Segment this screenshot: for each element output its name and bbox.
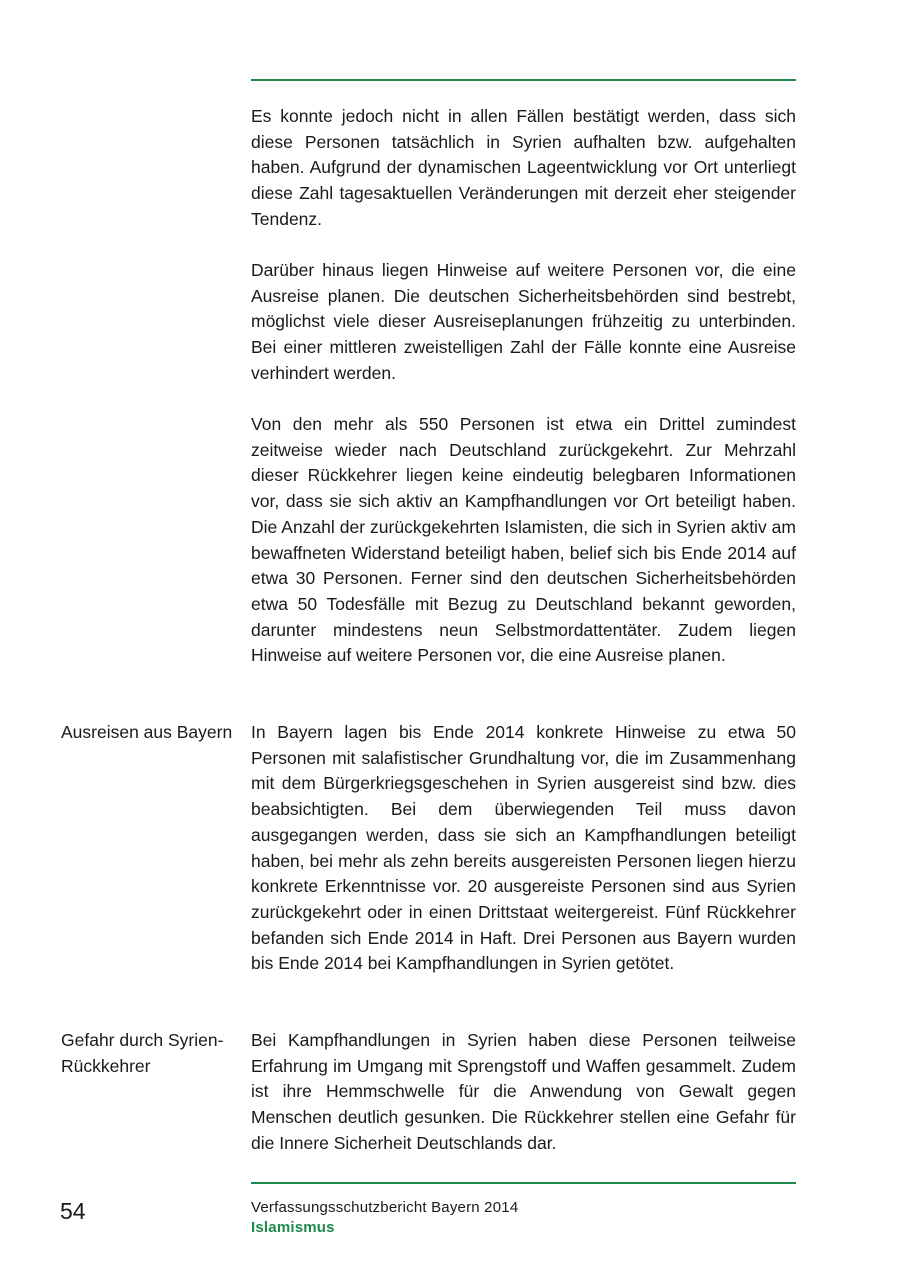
page-number: 54: [60, 1198, 86, 1224]
footer-publication-title: Verfassungsschutzbericht Bayern 2014: [251, 1199, 519, 1216]
paragraph-syria-presence: Es konnte jedoch nicht in allen Fällen bestätigt werden, dass sich diese Personen tatsächlich in Syrien aufhalten bzw. aufgehalten haben. Aufgrund der dynamischen Lageentwicklung vor Ort unterliegt diese Zahl tagesaktuellen Veränderungen mit derzeit eher steigender Tendenz.: [251, 106, 796, 229]
footer-section-name: Islamismus: [251, 1219, 335, 1236]
side-heading-returnee-threat: Gefahr durch Syrien-Rückkehrer: [61, 1030, 224, 1076]
paragraph-planned-departures: Darüber hinaus liegen Hinweise auf weitere Personen vor, die eine Ausreise planen. Die deutschen Sicherheitsbehörden sind bestrebt, möglichst viele dieser Ausreiseplanungen frühzeitig zu unterbinden. Bei einer mittleren zweistelligen Zahl der Fälle konnte eine Ausreise verhindert werden.: [251, 260, 796, 383]
top-divider: [251, 79, 796, 81]
paragraph-returnee-threat: Bei Kampfhandlungen in Syrien haben diese Personen teilweise Erfahrung im Umgang mit Sprengstoff und Waffen gesammelt. Zudem ist ihre Hemmschwelle für die Anwendung von Gewalt gegen Menschen deutlich gesunken. Die Rückkehrer stellen eine Gefahr für die Innere Sicherheit Deutschlands dar.: [251, 1030, 796, 1153]
paragraph-bavaria-departures: In Bayern lagen bis Ende 2014 konkrete Hinweise zu etwa 50 Personen mit salafistischer Grundhaltung vor, die im Zusammenhang mit dem Bürgerkriegsgeschehen in Syrien ausgereist sind bzw. dies beabsichtigten. Bei dem überwiegenden Teil muss davon ausgegangen werden, dass sie sich an Kampfhandlungen beteiligt haben, bei mehr als zehn bereits ausgereisten Personen liegen hierzu konkrete Erkenntnisse vor. 20 ausgereiste Personen sind aus Syrien zurückgekehrt oder in einen Drittstaat weitergereist. Fünf Rückkehrer befanden sich Ende 2014 in Haft. Drei Personen aus Bayern wurden bis Ende 2014 bei Kampfhandlungen in Syrien getötet.: [251, 722, 796, 974]
side-heading-departures-bavaria: Ausreisen aus Bayern: [61, 722, 233, 742]
bottom-divider: [251, 1182, 796, 1184]
paragraph-returnees: Von den mehr als 550 Personen ist etwa ein Drittel zumindest zeitweise wieder nach Deutschland zurückgekehrt. Zur Mehrzahl dieser Rückkehrer liegen keine eindeutig belegbaren Informationen vor, dass sie sich aktiv an Kampfhandlungen vor Ort beteiligt haben. Die Anzahl der zurückgekehrten Islamisten, die sich in Syrien aktiv am bewaffneten Widerstand beteiligt haben, belief sich bis Ende 2014 auf etwa 30 Personen. Ferner sind den deutschen Sicherheitsbehörden etwa 50 Todesfälle mit Bezug zu Deutschland bekannt geworden, darunter mindestens neun Selbstmordattentäter. Zudem liegen Hinweise auf weitere Personen vor, die eine Ausreise planen.: [251, 414, 796, 666]
